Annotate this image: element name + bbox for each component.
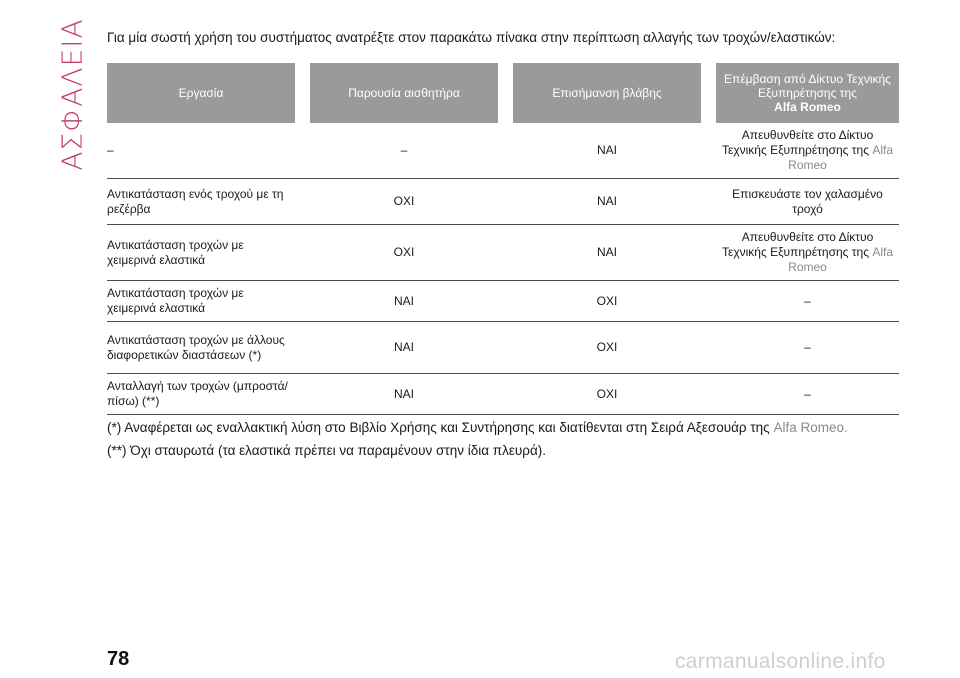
footnote-1-brand: Alfa Romeo. bbox=[773, 420, 848, 435]
row-service bbox=[716, 374, 899, 415]
row-service-text: – bbox=[804, 386, 811, 401]
row-fault: ΝΑΙ bbox=[513, 225, 701, 281]
row-service-text: Απευθυνθείτε στο Δίκτυο Τεχνικής Εξυπηρέτησης της bbox=[721, 230, 874, 259]
row-fault: ΝΑΙ bbox=[513, 123, 701, 179]
tire-change-table bbox=[107, 63, 899, 415]
row-fault: ΟΧΙ bbox=[513, 322, 701, 374]
row-task: Ανταλλαγή των τροχών (μπροστά/πίσω) (**) bbox=[107, 374, 295, 415]
table-row bbox=[107, 179, 899, 225]
row-service bbox=[716, 322, 899, 374]
row-service-text: – bbox=[804, 340, 811, 354]
header-service-brand: Alfa Romeo bbox=[774, 100, 841, 114]
table-header-row bbox=[107, 63, 899, 123]
table-row bbox=[107, 225, 899, 281]
row-sensor: ΟΧΙ bbox=[310, 225, 498, 281]
row-service-text: – bbox=[804, 293, 811, 308]
header-service-text: Επέμβαση από Δίκτυο Τεχνικής Εξυπηρέτησης της bbox=[724, 72, 891, 100]
row-fault: ΟΧΙ bbox=[513, 374, 701, 415]
row-service bbox=[716, 123, 899, 179]
header-service bbox=[716, 63, 899, 123]
page-number: 78 bbox=[107, 648, 130, 670]
row-service-brand: Alfa Romeo bbox=[788, 245, 894, 274]
footnote-1-text: Αναφέρεται ως εναλλακτική λύση στο Βιβλίο Χρήσης και Συντήρησης και διατίθενται στη Σειρά Αξεσουάρ της bbox=[124, 420, 770, 435]
table-row bbox=[107, 123, 899, 179]
row-task: Αντικατάσταση τροχών με χειμερινά ελαστικά bbox=[107, 225, 295, 281]
row-sensor: ΝΑΙ bbox=[310, 322, 498, 374]
header-fault: Επισήμανση βλάβης bbox=[513, 63, 701, 123]
row-fault: ΟΧΙ bbox=[513, 281, 701, 322]
row-service-brand: Alfa Romeo bbox=[788, 143, 894, 172]
row-service bbox=[716, 225, 899, 281]
row-task: Αντικατάσταση ενός τροχού με τη ρεζέρβα bbox=[107, 179, 295, 225]
footnotes bbox=[107, 419, 907, 465]
row-sensor: – bbox=[310, 123, 498, 179]
table-row bbox=[107, 281, 899, 322]
section-title bbox=[52, 17, 92, 171]
header-task: Εργασία bbox=[107, 63, 295, 123]
watermark: carmanualsonline.info bbox=[675, 650, 886, 673]
row-sensor: ΝΑΙ bbox=[310, 374, 498, 415]
table-row bbox=[107, 322, 899, 374]
footnote-2-text: Όχι σταυρωτά (τα ελαστικά πρέπει να παραμένουν στην ίδια πλευρά). bbox=[130, 443, 546, 458]
row-task: Αντικατάσταση τροχών με άλλους διαφορετικών διαστάσεων (*) bbox=[107, 322, 295, 374]
footnote-1 bbox=[107, 419, 907, 437]
intro-text: Για μία σωστή χρήση του συστήματος ανατρέξτε στον παρακάτω πίνακα στην περίπτωση αλλαγής των τροχών/ελαστικών: bbox=[107, 30, 836, 45]
row-task: Αντικατάσταση τροχών με χειμερινά ελαστικά bbox=[107, 281, 295, 322]
row-task: – bbox=[107, 123, 295, 179]
row-service-text: Επισκευάστε τον χαλασμένο τροχό bbox=[732, 186, 883, 216]
section-title-text: ΑΣΦΑΛΕΙΑ bbox=[55, 17, 89, 171]
row-service-text: Απευθυνθείτε στο Δίκτυο Τεχνικής Εξυπηρέτησης της bbox=[721, 128, 874, 157]
table-row bbox=[107, 374, 899, 415]
row-service bbox=[716, 281, 899, 322]
header-sensor: Παρουσία αισθητήρα bbox=[310, 63, 498, 123]
row-sensor: ΟΧΙ bbox=[310, 179, 498, 225]
row-service bbox=[716, 179, 899, 225]
footnote-1-marker: (*) bbox=[107, 420, 122, 435]
row-fault: ΝΑΙ bbox=[513, 179, 701, 225]
row-sensor: ΝΑΙ bbox=[310, 281, 498, 322]
footnote-2 bbox=[107, 442, 907, 460]
footnote-2-marker: (**) bbox=[107, 443, 127, 458]
